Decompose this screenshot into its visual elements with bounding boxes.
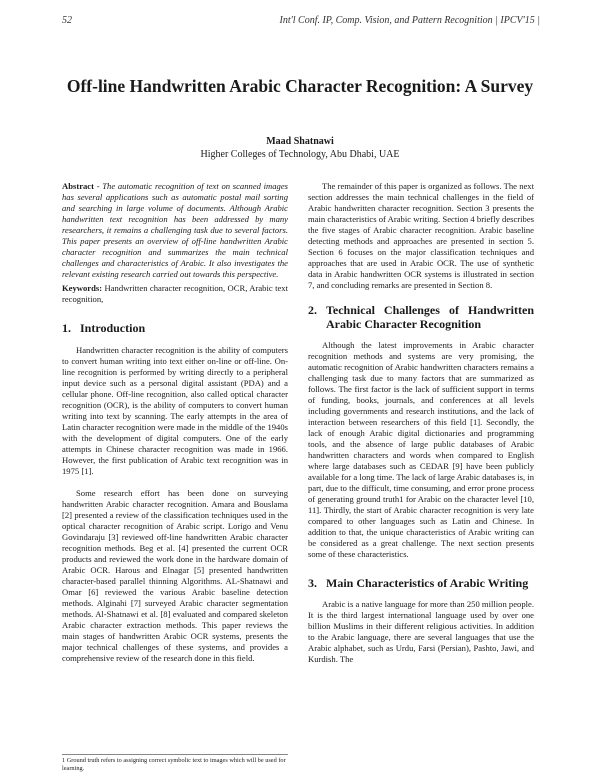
section-title: Technical Challenges of Handwritten Arabic Character Recognition (326, 303, 534, 331)
intro-paragraph-2: Some research effort has been done on surveying handwritten Arabic character recognition. Amara and Bouslama [2] presented a review of the classification techniques used in the optical character recognition of Arabic script. Lorigo and Venu Govindaraju [3] reviewed off-line handwritten Arabic character recognition methods. Beg et al. [4] presented the current OCR products and reviewed the work done in the hardware domain of Arabic OCR. Harous and Elnagar [5] presented handwritten character-based parallel thinning Algorithms. AL-Shatnawi and Omar [6] reviewed the various Arabic baseline detection methods. Alginahi [7] surveyed Arabic character segmentation methods. Al-Shatnawi et al. [8] evaluated and compared skeleton Arabic character extraction methods. This paper reviews the main stages of handwritten Arabic OCR systems, presents the major technical challenges of these systems, and provides a comprehensive review of the research done in this field. (62, 488, 288, 663)
author-affiliation: Higher Colleges of Technology, Abu Dhabi, UAE (200, 149, 400, 160)
abstract (62, 181, 288, 280)
outline-paragraph: The remainder of this paper is organized as follows. The next section addresses the main technical challenges in the field of Arabic handwritten character recognition. Section 3 presents the main characteristics of Arabic writing. Section 4 briefly describes the five stages of Arabic character recognition. Arabic baseline detecting methods and approaches are presented in section 5. Section 6 focuses on the major classification techniques and approaches that are used in Arabic OCR. The use of synthetic data in Arabic handwritten OCR systems is illustrated in section 7, and concluding remarks are presented in Section 8. (308, 181, 534, 290)
footnote: 1 Ground truth refers to assigning correct symbolic text to images which will be used for learning. (62, 754, 288, 772)
section-heading-introduction (62, 321, 288, 335)
section-number: 1. (62, 321, 71, 335)
page-number: 52 (62, 15, 72, 26)
characteristics-paragraph: Arabic is a native language for more than 250 million people. It is the third largest international language used by over one billion Muslims in their different religious activities. In addition to the Arabic language, there are several languages that use the Arabic alphabet, such as Urdu, Farsi (Persian), Pashto, Jawi, and Kurdish. The (308, 599, 534, 664)
keywords-text: Handwritten character recognition, OCR, Arabic text recognition, (62, 283, 288, 304)
keywords (62, 283, 288, 305)
running-header: Int'l Conf. IP, Comp. Vision, and Pattern Recognition | IPCV'15 | (279, 15, 540, 26)
intro-paragraph-1: Handwritten character recognition is the ability of computers to convert human writing into text either on-line or off-line. On-line recognition is performed by writing directly to a peripheral input device such as a personal digital assistant (PDA) and a cellular phone. Off-line recognition, also called optical character recognition (OCR), is the ability of computers to convert human writing into text by scanning. The early attempts in the area of Latin character recognition were made in the middle of the 1940s with the development of digital computers. One of the early attempts in Chinese character recognition was made in 1966. However, the first publication of Arabic text recognition was in 1975 [1]. (62, 345, 288, 476)
section-heading-characteristics (308, 576, 534, 590)
right-column (308, 181, 534, 665)
paper-title: Off-line Handwritten Arabic Character Recognition: A Survey (66, 76, 534, 96)
section-number: 2. (308, 303, 317, 317)
left-column (62, 181, 288, 664)
section-title: Main Characteristics of Arabic Writing (326, 576, 529, 590)
abstract-text: - The automatic recognition of text on scanned images has several applications such as automatic postal mail sorting and searching in large volume of documents. Although Arabic handwritten text recognition has been addressed by many researchers, it remains a challenging task due to several factors. This paper presents an overview of off-line handwritten Arabic character recognition and summarizes the main technical challenges and characteristics of Arabic. It also investigates the relevant existing research carried out towards this perspective. (62, 181, 288, 279)
abstract-label: Abstract (62, 181, 94, 191)
section-number: 3. (308, 576, 317, 590)
challenges-paragraph: Although the latest improvements in Arabic character recognition methods and systems are very promising, the automatic recognition of Arabic handwritten characters remains a challenging task due to many factors that are summarized as follows. The first factor is the lack of sufficient support in terms of funding, books, journals, and conferences at all levels including governments and research institutions, and the lack of interaction between researchers of this field [1]. Secondly, the lack of enough Arabic digital dictionaries and programming tools, and the absence of large public databases of Arabic handwritten characters and words when compared to English where large databases such as CEDAR [9] have been publicly available for a long time. The lack of large Arabic databases is, in part, due to the difficult, time consuming, and error prone process of generating ground truth1 for Arabic on the character level [10, 11]. Thirdly, the start of Arabic character recognition is very late compared to other languages such as Latin and Chinese. In addition to that, the unique characteristics of Arabic writing can be considered as a great challenge. The next section presents some of these characteristics. (308, 340, 534, 559)
author-name: Maad Shatnawi (266, 136, 334, 147)
keywords-label: Keywords: (62, 283, 103, 293)
section-heading-challenges (308, 303, 534, 331)
section-title: Introduction (80, 321, 146, 335)
